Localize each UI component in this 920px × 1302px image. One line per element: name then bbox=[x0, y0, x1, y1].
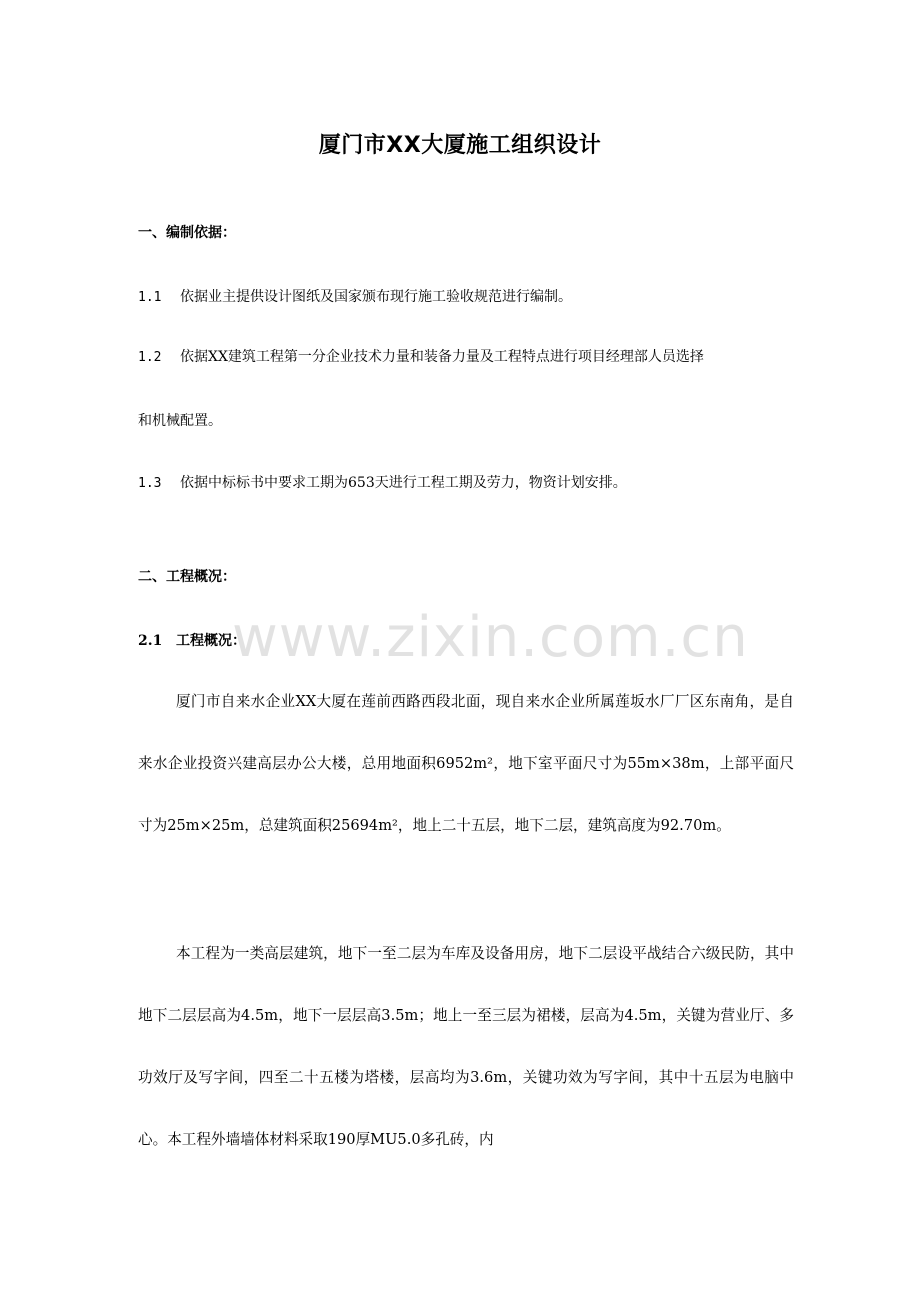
subsection-title: 工程概况： bbox=[176, 633, 246, 649]
paragraph: 本工程为一类高层建筑，地下一至二层为车库及设备用房，地下二层设平战结合六级民防，其中地下二层层高为4.5m，地下一层层高3.5m；地上一至三层为裙楼，层高为4.5m，关键为营业厅、多功效厅及写字间，四至二十五楼为塔楼，层高均为3.6m，关键功效为写字间，其中十五层为电脑中心。本工程外墙墙体材料采取190厚MU5.0多孔砖，内 bbox=[138, 945, 794, 1148]
item-text: 依据XX建筑工程第一分企业技术力量和装备力量及工程特点进行项目经理部人员选择 bbox=[180, 349, 704, 365]
document-title: 厦门市XX大厦施工组织设计 bbox=[318, 133, 602, 158]
list-item bbox=[138, 266, 798, 329]
paragraph: 厦门市自来水企业XX大厦在莲前西路西段北面，现自来水企业所属莲坂水厂厂区东南角，是自来水企业投资兴建高层办公大楼，总用地面积6952m²，地下室平面尺寸为55m×38m，上部平面尺寸为25m×25m，总建筑面积25694m²，地上二十五层，地下二层，建筑高度为92.70m。 bbox=[138, 693, 794, 834]
item-text: 依据业主提供设计图纸及国家颁布现行施工验收规范进行编制。 bbox=[180, 289, 572, 305]
subsection-number: 2.1 bbox=[138, 633, 163, 649]
item-number: 1.1 bbox=[138, 290, 162, 305]
section-heading-basis: 一、编制依据： bbox=[138, 225, 236, 241]
item-number: 1.3 bbox=[138, 476, 162, 491]
item-text: 依据中标标书中要求工期为653天进行工程工期及劳力，物资计划安排。 bbox=[180, 475, 627, 491]
list-item bbox=[138, 452, 798, 515]
list-item-continuation: 和机械配置。 bbox=[138, 413, 222, 429]
subsection-heading bbox=[138, 630, 246, 650]
watermark: www.zixin.com.cn bbox=[232, 605, 749, 670]
list-item bbox=[138, 326, 798, 389]
item-number: 1.2 bbox=[138, 350, 162, 365]
section-heading-overview: 二、工程概况： bbox=[138, 569, 236, 585]
